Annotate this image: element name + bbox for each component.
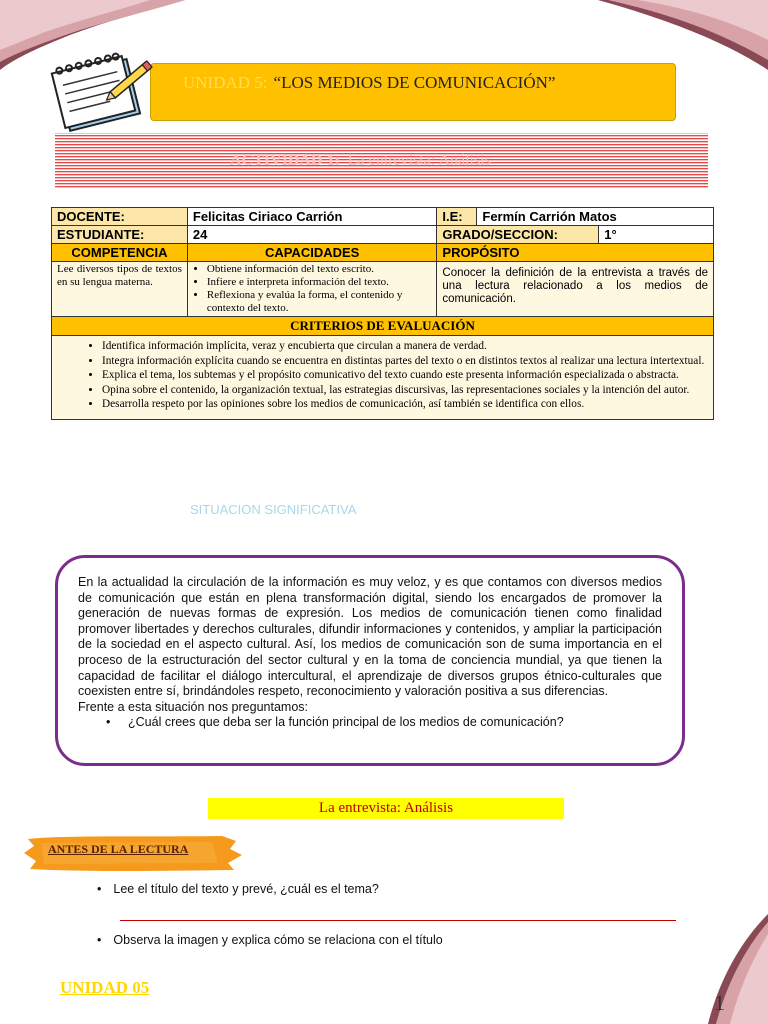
- antes-item: • Lee el título del texto y prevé, ¿cuál es el tema?: [97, 882, 379, 896]
- unit-title: “LOS MEDIOS DE COMUNICACIÓN”: [273, 73, 556, 92]
- capacidades-list: [187, 262, 437, 317]
- criterio-item: • Identifica información implícita, veraz y encubierta que circulan a manera de verdad.: [102, 339, 708, 354]
- situation-question: • ¿Cuál crees que deba ser la función principal de los medios de comunicación?: [78, 715, 662, 731]
- competencia-text: Lee diversos tipos de textos en su lengua materna.: [52, 262, 188, 317]
- criterio-item: • Integra información explícita cuando se encuentra en distintas partes del texto o en distintos textos al realizar una lectura intertextual.: [102, 354, 708, 369]
- situation-paragraph: En la actualidad la circulación de la información es muy veloz, y es que contamos con diversos medios de comunicación que están en plena transformación digital, siendo los encargados de promover la generación de nuevas formas de expresión. Los medios de comunicación tienen como finalidad promover libertades y derechos culturales, difundir informaciones y contenidos, y ampliar la participación de la sociedad en el aspecto cultural. Así, los medios de comunicación son de suma importancia en el proceso de la estructuración del sector cultural y en la toma de conciencia mundial, ya que tienen la capacidad de facilitar el diálogo intercultural, el aprendizaje de diversos grupos étnico-culturales que coexisten entre sí, brindándoles respeto, reconocimiento y valoración positiva a sus diferencias.: [78, 575, 662, 699]
- activity-title: La entrevista: Análisis: [347, 151, 491, 169]
- criterio-item: • Explica el tema, los subtemas y el propósito comunicativo del texto cuando este presenta información especializada o abstracta.: [102, 368, 708, 383]
- info-table: [51, 207, 714, 420]
- ie-value: Fermín Carrión Matos: [477, 208, 714, 226]
- proposito-text: Conocer la definición de la entrevista a través de una lectura relacionado a los medios de comunicación.: [437, 262, 714, 317]
- docente-label: DOCENTE:: [52, 208, 188, 226]
- antes-label: ANTES DE LA LECTURA: [48, 842, 189, 856]
- unit-banner: [150, 63, 676, 121]
- antes-item: • Observa la imagen y explica cómo se relaciona con el título: [97, 933, 443, 947]
- grado-label: GRADO/SECCION:: [437, 226, 599, 244]
- capacidad-item: • Obtiene información del texto escrito.: [207, 263, 432, 276]
- notepad-icon: [48, 52, 156, 134]
- capacidad-item: • Reflexiona y evalúa la forma, el contenido y contexto del texto.: [207, 289, 432, 315]
- proposito-header: PROPÓSITO: [437, 244, 714, 262]
- criterio-item: • Desarrolla respeto por las opiniones sobre los medios de comunicación, así también se identifica con ellos.: [102, 397, 708, 412]
- section-title: La entrevista: Análisis: [208, 798, 564, 819]
- criterios-header: CRITERIOS DE EVALUACIÓN: [52, 317, 714, 336]
- docente-value: Felicitas Ciriaco Carrión: [187, 208, 437, 226]
- grado-value: 1°: [599, 226, 714, 244]
- unit-label: UNIDAD 5:: [183, 73, 268, 92]
- situation-box: [55, 555, 685, 766]
- footer-unit: UNIDAD 05: [60, 978, 150, 997]
- activity-label: ACTIVIDAD 1:: [230, 151, 340, 169]
- situation-title: SITUACION SIGNIFICATIVA: [190, 502, 357, 517]
- activity-strip: [55, 133, 708, 188]
- ie-label: I.E:: [437, 208, 477, 226]
- estudiante-label: ESTUDIANTE:: [52, 226, 188, 244]
- capacidad-item: • Infiere e interpreta información del texto.: [207, 276, 432, 289]
- capacidades-header: CAPACIDADES: [187, 244, 437, 262]
- situation-lead: Frente a esta situación nos preguntamos:: [78, 699, 308, 714]
- criterio-item: • Opina sobre el contenido, la organización textual, las estrategias discursivas, las representaciones sociales y la intención del autor.: [102, 383, 708, 398]
- answer-line: [120, 920, 676, 921]
- corner-decoration: [598, 0, 768, 70]
- criterios-list: [52, 336, 714, 420]
- estudiante-value: 24: [187, 226, 437, 244]
- competencia-header: COMPETENCIA: [52, 244, 188, 262]
- page-number: 1: [714, 990, 725, 1015]
